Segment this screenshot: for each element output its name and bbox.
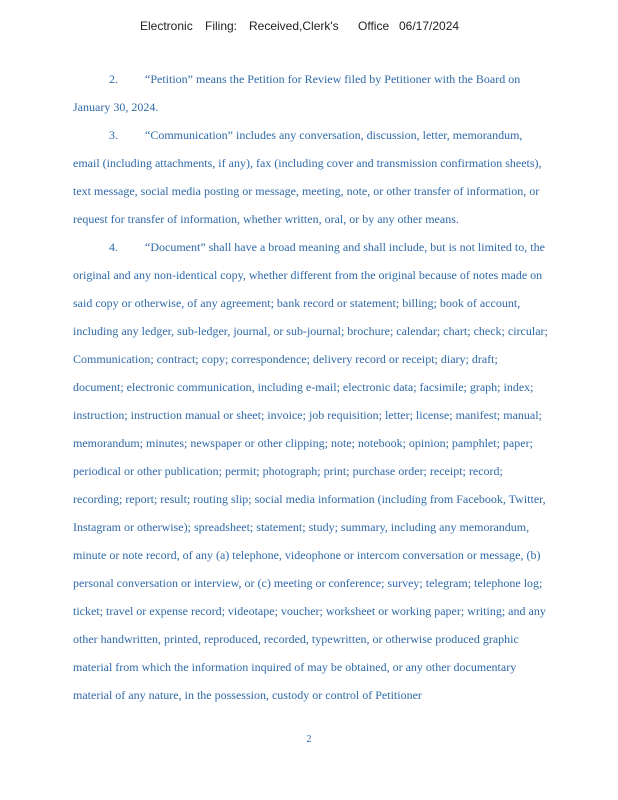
body-line: document; electronic communication, including e-mail; electronic data; facsimile; graph; index; bbox=[73, 380, 534, 394]
page-number: 2 bbox=[306, 734, 312, 745]
header-received: Received,Clerk's bbox=[249, 19, 339, 33]
body-line: memorandum; minutes; newspaper or other clipping; note; notebook; opinion; pamphlet; paper; bbox=[73, 436, 533, 450]
body-line: material from which the information inquired of may be obtained, or any other documentary bbox=[73, 660, 517, 674]
item-number: 4. bbox=[109, 240, 118, 254]
body-line: January 30, 2024. bbox=[73, 100, 159, 114]
body-line: “Document” shall have a broad meaning and shall include, but is not limited to, the bbox=[145, 240, 545, 254]
header-filing: Filing: bbox=[205, 19, 238, 33]
body-line: periodical or other publication; permit; photograph; print; purchase order; receipt; record; bbox=[73, 464, 503, 478]
body-line: including any ledger, sub-ledger, journal, or sub-journal; brochure; calendar; chart; check; circular; bbox=[73, 324, 548, 338]
body-line: personal conversation or interview, or (c) meeting or conference; survey; telegram; telephone log; bbox=[73, 576, 543, 590]
body-line: original and any non-identical copy, whether different from the original because of notes made on bbox=[73, 268, 543, 282]
body-line: said copy or otherwise, of any agreement; bank record or statement; billing; book of account, bbox=[73, 296, 521, 310]
header-office: Office bbox=[358, 19, 390, 33]
body-line: minute or note record, of any (a) telephone, videophone or intercom conversation or message, (b) bbox=[73, 548, 541, 562]
body-line: email (including attachments, if any), fax (including cover and transmission confirmation sheets), bbox=[73, 156, 542, 170]
body-line: text message, social media posting or message, meeting, note, or other transfer of information, or bbox=[73, 184, 540, 198]
body-line: recording; report; result; routing slip; social media information (including from Facebook, Twitter, bbox=[73, 492, 546, 506]
body-line: instruction; instruction manual or sheet; invoice; job requisition; letter; license; manifest; manual; bbox=[73, 408, 542, 422]
body-line: material of any nature, in the possession, custody or control of Petitioner bbox=[73, 688, 422, 702]
item-number: 2. bbox=[109, 72, 118, 86]
header-date: 06/17/2024 bbox=[399, 19, 460, 33]
body-line: ticket; travel or expense record; videotape; voucher; worksheet or working paper; writing; and any bbox=[73, 604, 546, 618]
body-line: other handwritten, printed, reproduced, recorded, typewritten, or otherwise produced graphic bbox=[73, 632, 519, 646]
body-line: request for transfer of information, whether written, oral, or by any other means. bbox=[73, 212, 459, 226]
body-line: Instagram or otherwise); spreadsheet; statement; study; summary, including any memorandum, bbox=[73, 520, 530, 534]
body-line: Communication; contract; copy; correspondence; delivery record or receipt; diary; draft; bbox=[73, 352, 498, 366]
item-number: 3. bbox=[109, 128, 118, 142]
header-electronic: Electronic bbox=[140, 19, 193, 33]
body-line: “Petition” means the Petition for Review filed by Petitioner with the Board on bbox=[145, 72, 521, 86]
body-line: “Communication” includes any conversation, discussion, letter, memorandum, bbox=[145, 128, 523, 142]
